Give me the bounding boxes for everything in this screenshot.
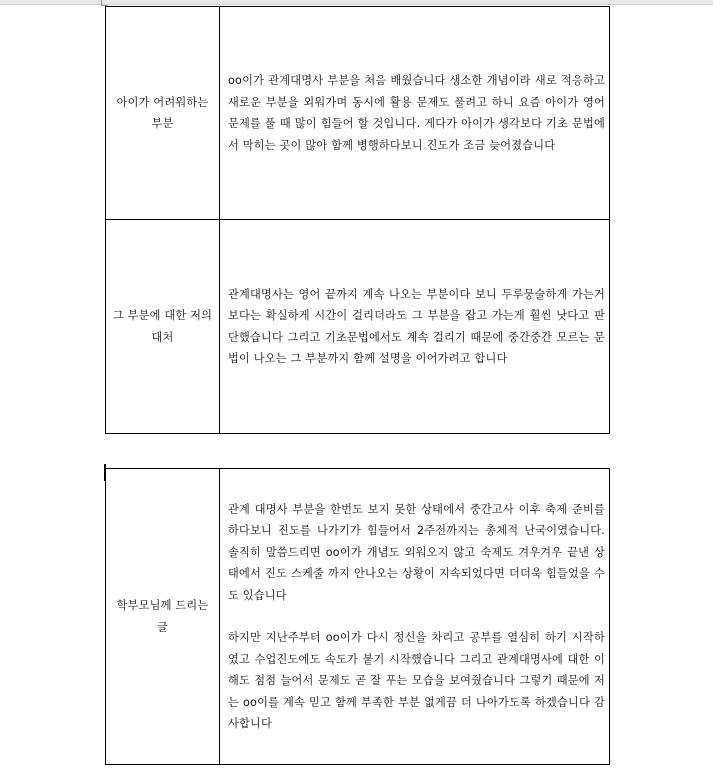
row-content-difficulty: [220, 7, 610, 220]
response-text: 관계대명사는 영어 끝까지 계속 나오는 부분이다 보니 두루뭉술하게 가는거 보다는 확실하게 시간이 걸리더라도 그 부분을 잡고 가는게 훨씬 낫다고 판단했습니다 그리고 기초문법에서도 계속 걸리기 때문에 중간중간 모르는 문법이 나오는 그 부분까지 함께 설명을 이어가려고 합니다: [228, 287, 605, 365]
row-content-response: [220, 220, 610, 434]
consultation-table: [105, 6, 610, 434]
parent-letter-table: [105, 468, 610, 765]
table-row: [106, 469, 610, 765]
row-label-difficulty: 아이가 어려워하는 부분: [106, 7, 220, 220]
letter-paragraph-2: 하지만 지난주부터 oo이가 다시 정신을 차리고 공부를 열심히 하기 시작하였고 수업진도에도 속도가 붙기 시작했습니다 그리고 관계대명사에 대한 이해도 점점 늘어서 문제도 곧 잘 푸는 모습을 보여줬습니다 그렇기 때문에 저는 oo이를 계속 믿고 함께 부족한 부분 없게끔 더 나아가도록 하겠습니다 감사합니다: [228, 631, 605, 730]
difficulty-text: oo이가 관계대명사 부분을 처음 배웠습니다 생소한 개념이라 새로 적응하고 새로운 부분을 외워가며 동시에 활용 문제도 풀려고 하니 요즘 아이가 영어 문제를 풀 때 많이 힘들어 할 것입니다. 게다가 아이가 생각보다 기초 문법에서 막히는 곳이 많아 함께 병행하다보니 진도가 조금 늦어졌습니다: [228, 74, 605, 152]
row-label-letter: 학부모님께 드리는 글: [106, 469, 220, 765]
table-row: [106, 220, 610, 434]
paragraph-spacer: [228, 606, 605, 627]
row-label-response: 그 부분에 대한 저의 대처: [106, 220, 220, 434]
table-row: [106, 7, 610, 220]
letter-paragraph-1: 관계 대명사 부분을 한번도 보지 못한 상태에서 중간고사 이후 축제 준비를 하다보니 진도를 나가기가 힘들어서 2주전까지는 총체적 난국이였습니다. 솔직히 말씀드리면 oo이가 개념도 외워오지 않고 숙제도 겨우겨우 끝낸 상태에서 진도 스케줄 까지 안나오는 상황이 지속되었다면 더더욱 힘들었을 수도 있습니다: [228, 502, 605, 602]
row-content-letter: [220, 469, 610, 765]
